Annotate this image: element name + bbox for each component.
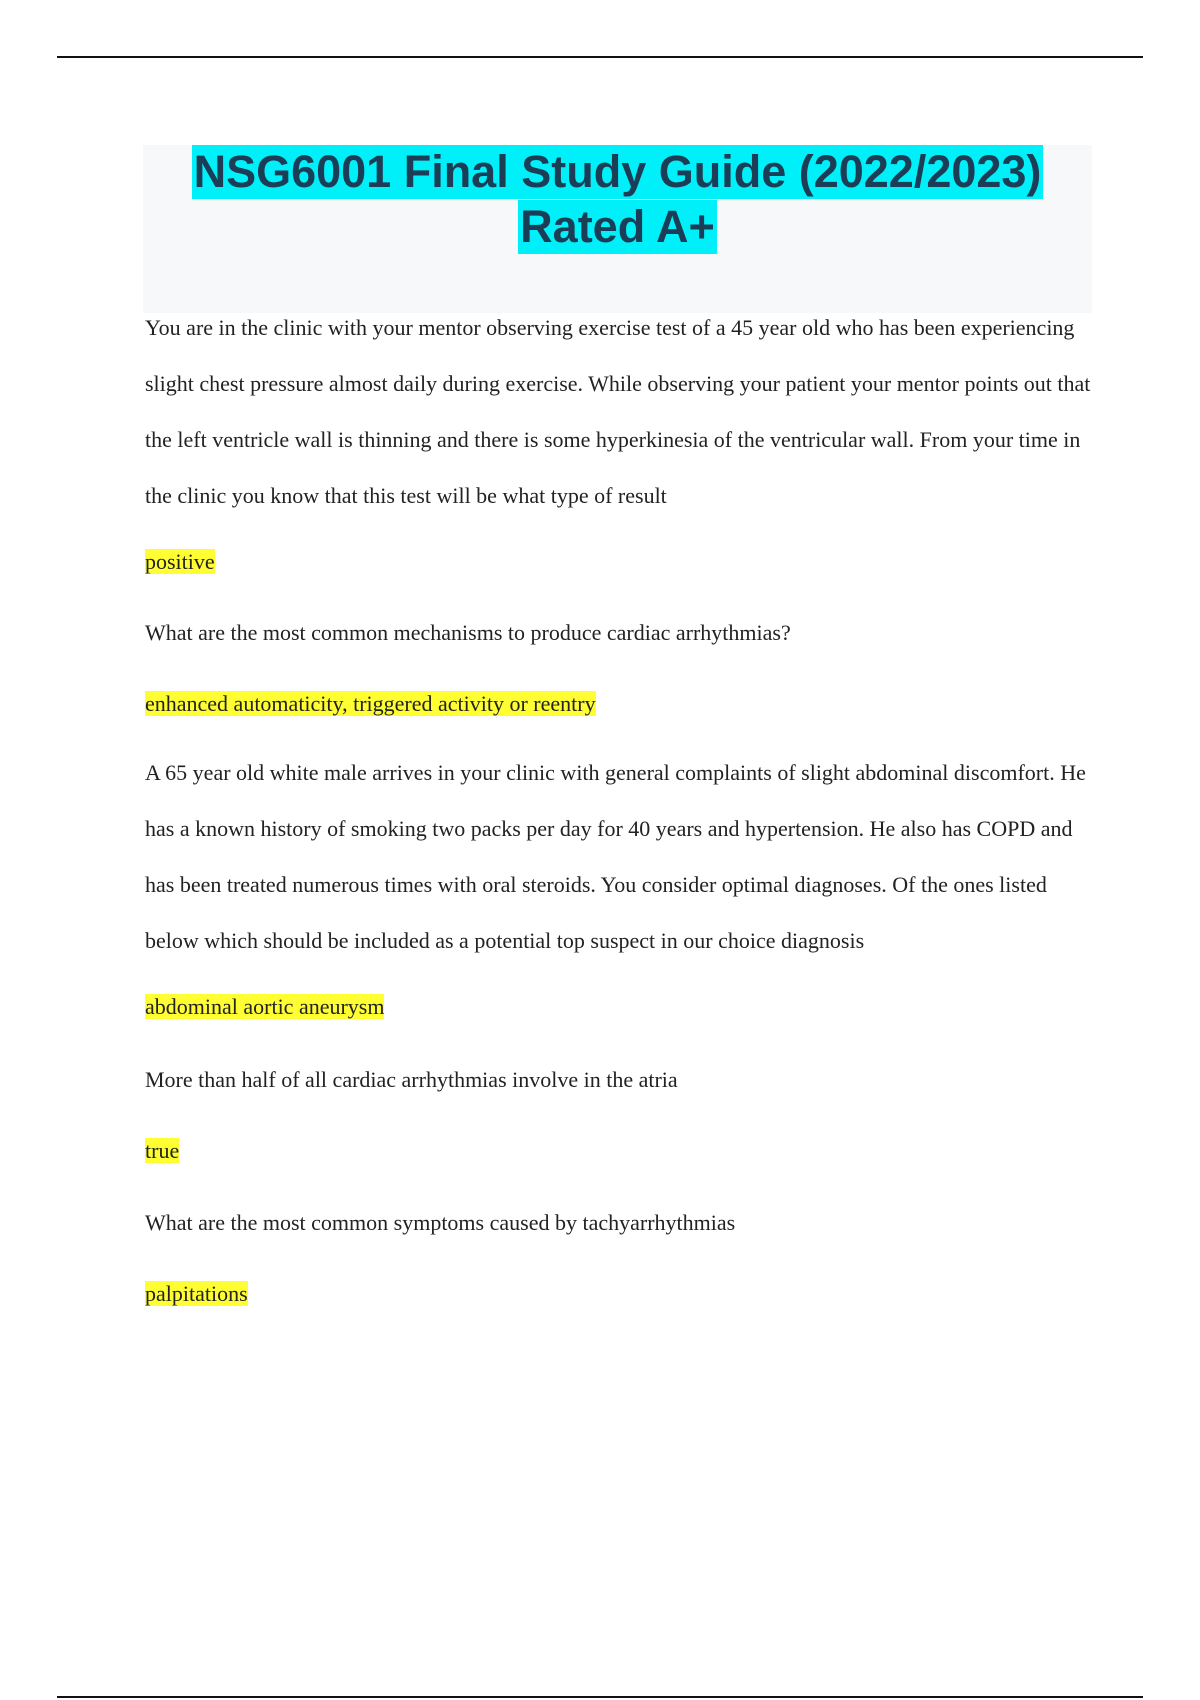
document-title-line-1: NSG6001 Final Study Guide (2022/2023) [193, 146, 1042, 197]
answer-2-highlight: enhanced automaticity, triggered activity or reentry [145, 691, 596, 716]
question-2: What are the most common mechanisms to produce cardiac arrhythmias? [145, 620, 791, 645]
question-1: You are in the clinic with your mentor observing exercise test of a 45 year old who has been experiencing slight chest pressure almost daily during exercise. While observing your patient your mentor points out that the left ventricle wall is thinning and there is some hyperkinesia of the ventricular wall. From your time in the clinic you know that this test will be what type of result [145, 315, 1091, 508]
answer-1-highlight: positive [145, 549, 215, 574]
title-block [143, 145, 1092, 313]
top-rule [57, 56, 1143, 58]
answer-1 [145, 546, 1095, 577]
study-guide-content [145, 300, 1095, 1309]
answer-2 [145, 688, 1095, 719]
question-4: More than half of all cardiac arrhythmias involve in the atria [145, 1067, 678, 1092]
question-5: What are the most common symptoms caused by tachyarrhythmias [145, 1210, 736, 1235]
answer-3 [145, 991, 1095, 1022]
answer-5-highlight: palpitations [145, 1281, 248, 1306]
document-title-line-2: Rated A+ [520, 201, 715, 252]
bottom-rule [57, 1696, 1143, 1698]
question-3: A 65 year old white male arrives in your clinic with general complaints of slight abdominal discomfort. He has a known history of smoking two packs per day for 40 years and hypertension. He also has COPD and has been treated numerous times with oral steroids. You consider optimal diagnoses. Of the ones listed below which should be included as a potential top suspect in our choice diagnosis [145, 760, 1086, 953]
answer-4 [145, 1135, 1095, 1166]
answer-5 [145, 1278, 1095, 1309]
answer-3-highlight: abdominal aortic aneurysm [145, 994, 385, 1019]
answer-4-highlight: true [145, 1138, 180, 1163]
